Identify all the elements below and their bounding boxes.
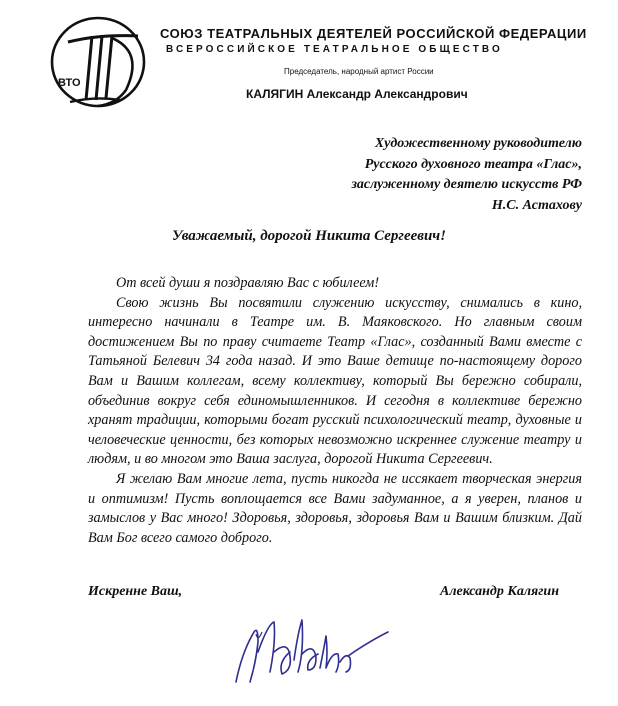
- addressee-line: Художественному руководителю: [374, 136, 582, 151]
- letter-body: [88, 274, 582, 548]
- vto-logo: [40, 12, 150, 116]
- chair-name: КАЛЯГИН Александр Александрович: [246, 87, 468, 101]
- chair-title: Председатель, народный артист России: [284, 67, 434, 76]
- handwritten-signature: [228, 612, 398, 690]
- addressee-line: Русского духовного театра «Глас»,: [364, 156, 582, 172]
- org-title: СОЮЗ ТЕАТРАЛЬНЫХ ДЕЯТЕЛЕЙ РОССИЙСКОЙ ФЕДЕРАЦИИ: [160, 26, 587, 41]
- salutation: Уважаемый, дорогой Никита Сергеевич!: [171, 228, 447, 244]
- addressee-line: Н.С. Астахову: [491, 197, 582, 213]
- addressee-line: заслуженному деятелю искусств РФ: [351, 177, 582, 192]
- signer-name: Александр Калягин: [440, 584, 559, 599]
- body-paragraph: От всей души я поздравляю Вас с юбилеем!: [116, 275, 380, 291]
- org-subtitle: ВСЕРОССИЙСКОЕ ТЕАТРАЛЬНОЕ ОБЩЕСТВО: [166, 44, 503, 55]
- closing-phrase: Искренне Ваш,: [88, 584, 183, 599]
- body-paragraph: Свою жизнь Вы посвятили служению искусству, снимались в кино, интересно начинали в Театре им. В. Маяковского. Но главным своим достижением Вы по праву считаете Театр «Глас», созданный Вами вместе с Татьяной Белевич 34 года назад. И это Ваше детище по-настоящему дорого Вам и Вашим коллегам, всему коллективу, который Вы бережно собирали, объединив вокруг себя единомышленников. И сегодня в коллективе бережно хранят традиции, которыми богат русский психологический театр, духовные и человеческие ценности, без которых невозможно искреннее служение театру и людям, и во многом это Ваша заслуга, дорогой Никита Сергеевич.: [88, 294, 582, 468]
- addressee-block: [351, 134, 582, 216]
- body-paragraph: Я желаю Вам многие лета, пусть никогда не иссякает творческая энергия и оптимизм! Пусть воплощается все Вами задуманное, а я уверен, планов и замыслов у Вас много! Здоровья, здоровья, здоровья Вам и Вашим близким. Дай Вам Бог всего самого доброго.: [88, 470, 582, 546]
- logo-text: ВТО: [58, 77, 81, 89]
